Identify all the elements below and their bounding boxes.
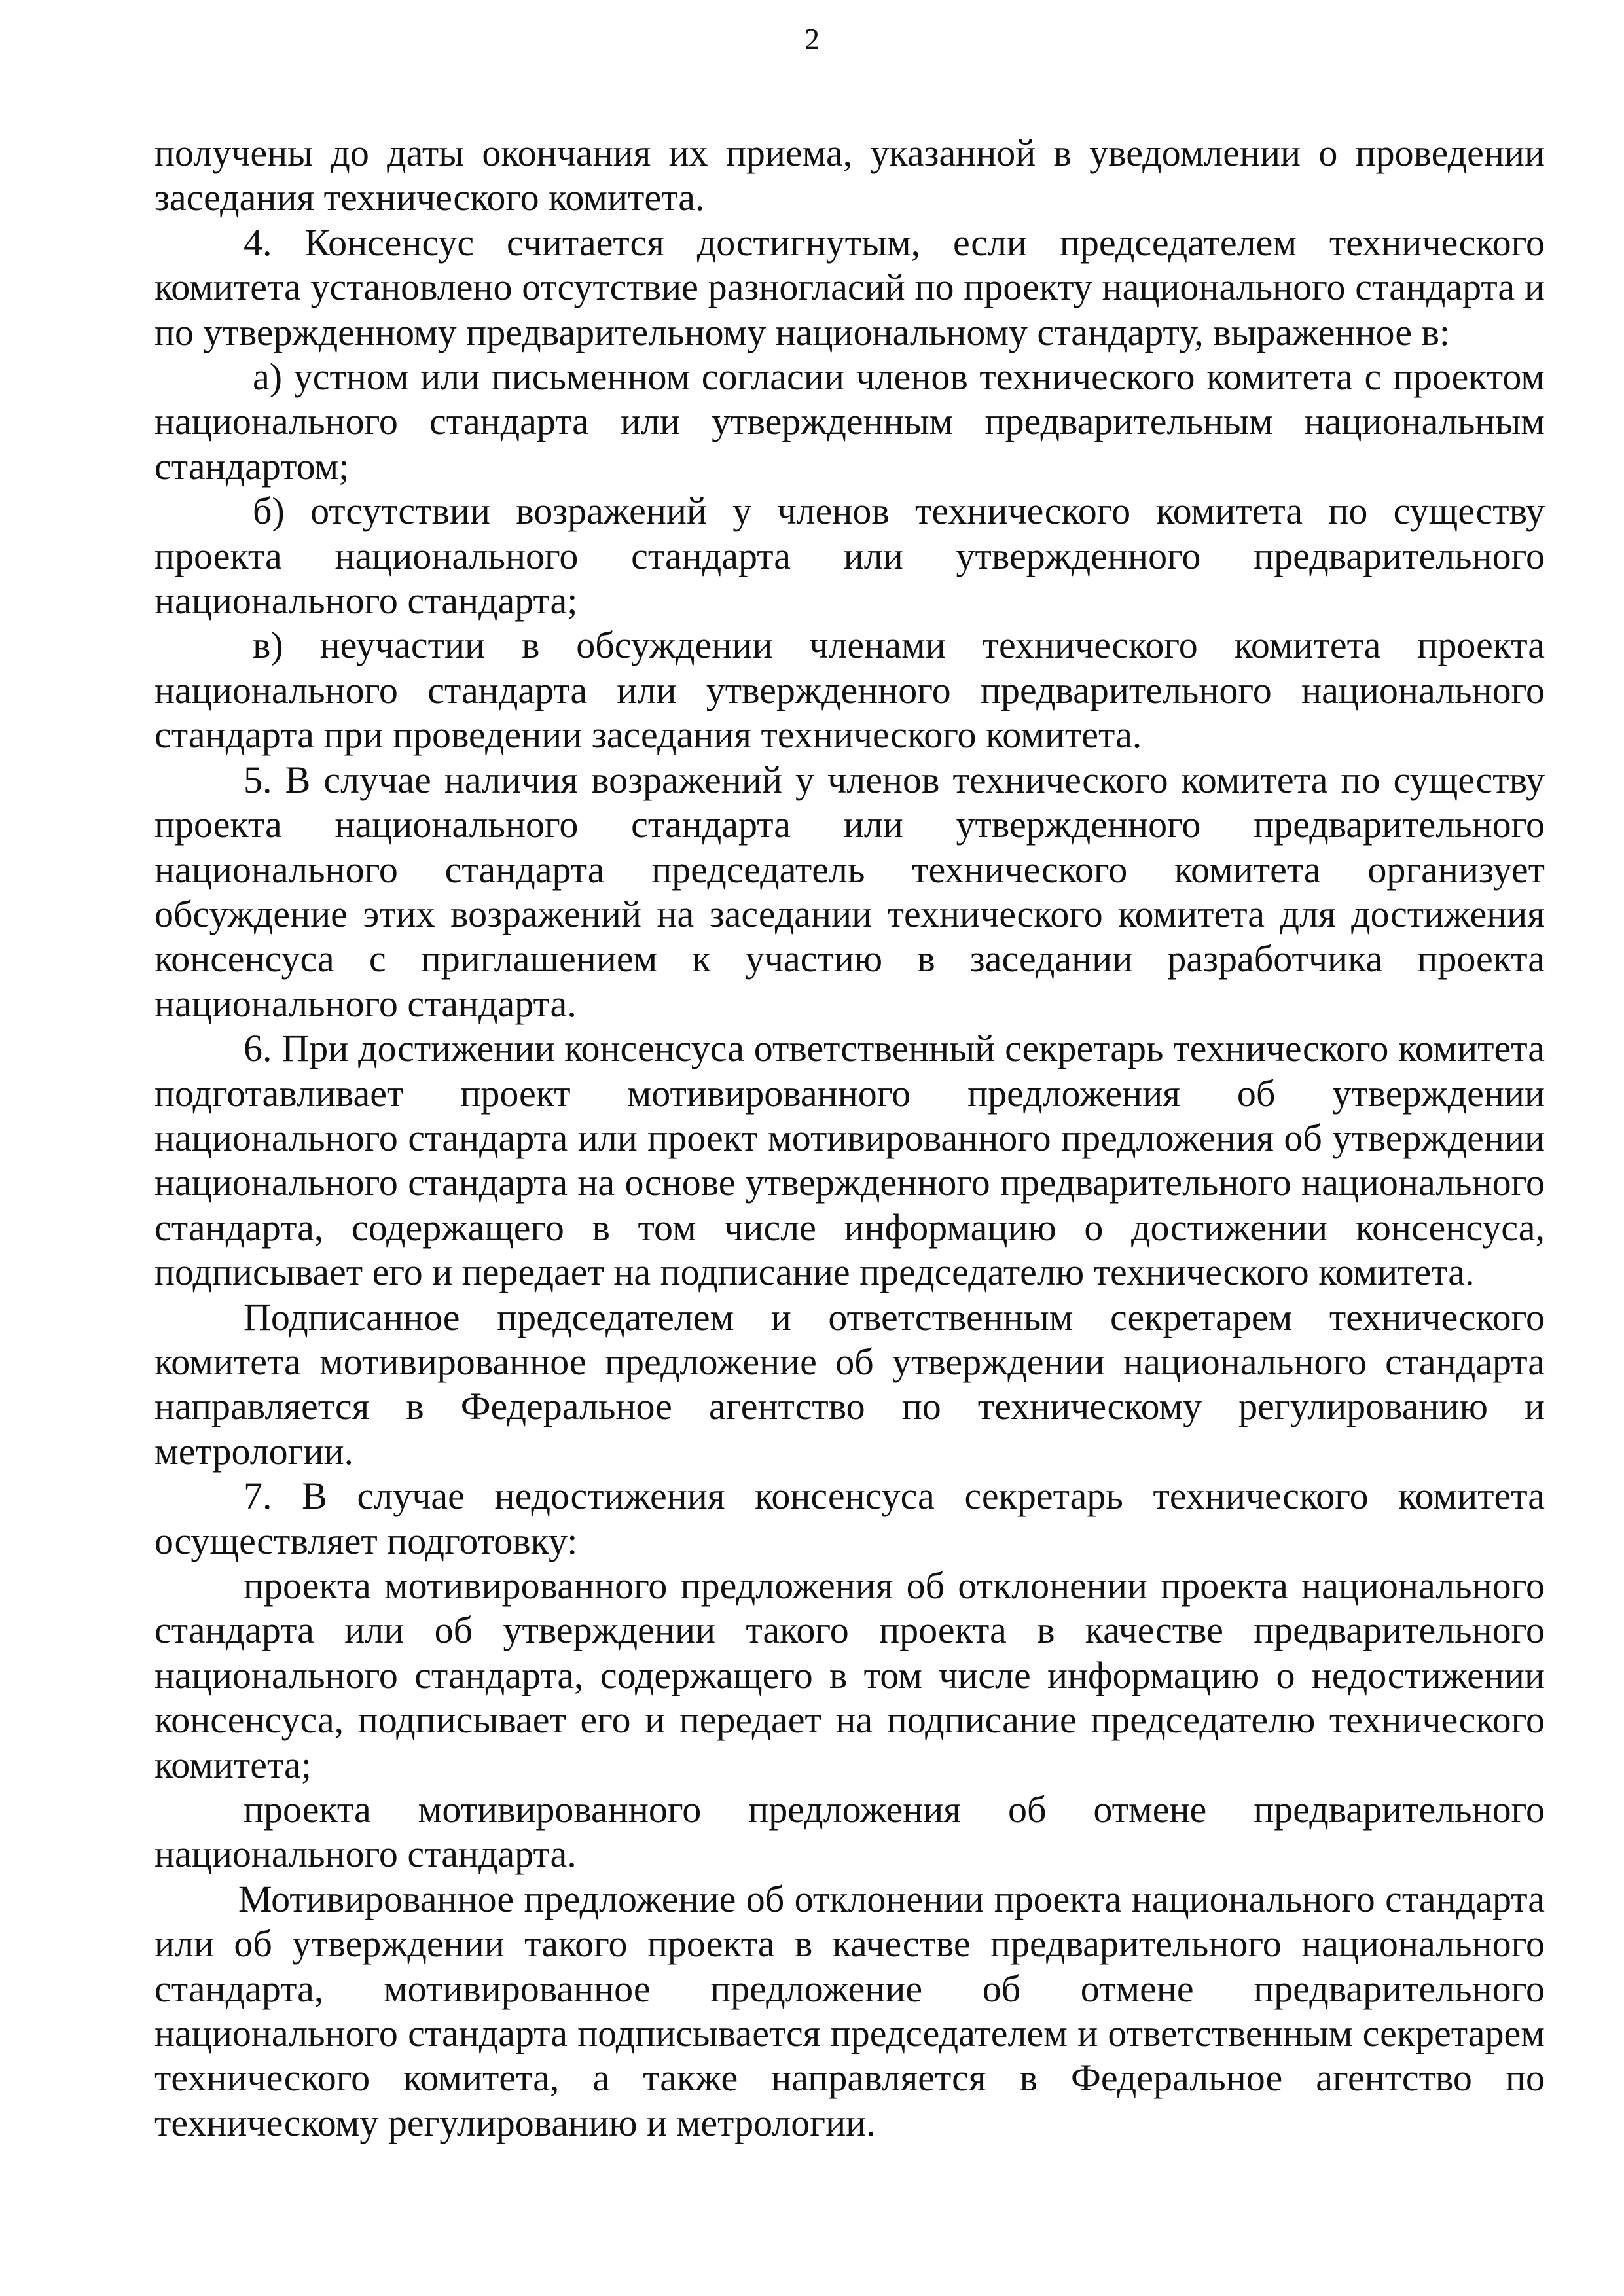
paragraph-item-v: в) неучастии в обсуждении членами технического комитета проекта национального стандарта или утвержденного предварительного национального стандарта при проведении заседания технического комитета. bbox=[154, 624, 1545, 757]
paragraph-clause-6: 6. При достижении консенсуса ответственный секретарь технического комитета подготавливает проект мотивированного предложения об утверждении национального стандарта или проект мотивированного предложения об утверждении национального стандарта на основе утвержденного предварительного национального стандарта, содержащего в том числе информацию о достижении консенсуса, подписывает его и передает на подписание председателю технического комитета. bbox=[154, 1027, 1545, 1294]
paragraph-clause-4: 4. Консенсус считается достигнутым, если председателем технического комитета установлено отсутствие разногласий по проекту национального стандарта и по утвержденному предварительному национальному стандарту, выраженное в: bbox=[154, 221, 1545, 353]
paragraph-clause-7: 7. В случае недостижения консенсуса секретарь технического комитета осуществляет подготовку: bbox=[154, 1475, 1545, 1562]
paragraph-final: Мотивированное предложение об отклонении проекта национального стандарта или об утверждении такого проекта в качестве предварительного национального стандарта, мотивированное предложение об отмене предварительного национального стандарта подписывается председателем и ответственным секретарем технического комитета, а также направляется в Федеральное агентство по техническому регулированию и метрологии. bbox=[154, 1877, 1545, 2144]
paragraph-clause-5: 5. В случае наличия возражений у членов технического комитета по существу проекта национального стандарта или утвержденного предварительного национального стандарта председатель технического комитета организует обсуждение этих возражений на заседании технического комитета для достижения консенсуса с приглашением к участию в заседании разработчика проекта национального стандарта. bbox=[154, 758, 1545, 1025]
paragraph-continuation: получены до даты окончания их приема, указанной в уведомлении о проведении заседания технического комитета. bbox=[154, 132, 1545, 219]
document-body bbox=[154, 131, 1545, 2145]
paragraph-signed-proposal: Подписанное председателем и ответственным секретарем технического комитета мотивированное предложение об утверждении национального стандарта направляется в Федеральное агентство по техническому регулированию и метрологии. bbox=[154, 1295, 1545, 1473]
paragraph-item-b: б) отсутствии возражений у членов технического комитета по существу проекта национального стандарта или утвержденного предварительного национального стандарта; bbox=[154, 490, 1545, 622]
paragraph-cancellation-draft: проекта мотивированного предложения об отмене предварительного национального стандарта. bbox=[154, 1788, 1545, 1876]
paragraph-item-a: а) устном или письменном согласии членов технического комитета с проектом национального стандарта или утвержденным предварительным национальным стандартом; bbox=[154, 355, 1545, 488]
page-number: 2 bbox=[804, 22, 820, 56]
paragraph-rejection-draft: проекта мотивированного предложения об отклонении проекта национального стандарта или об утверждении такого проекта в качестве предварительного национального стандарта, содержащего в том числе информацию о недостижении консенсуса, подписывает его и передает на подписание председателю технического комитета; bbox=[154, 1564, 1545, 1786]
